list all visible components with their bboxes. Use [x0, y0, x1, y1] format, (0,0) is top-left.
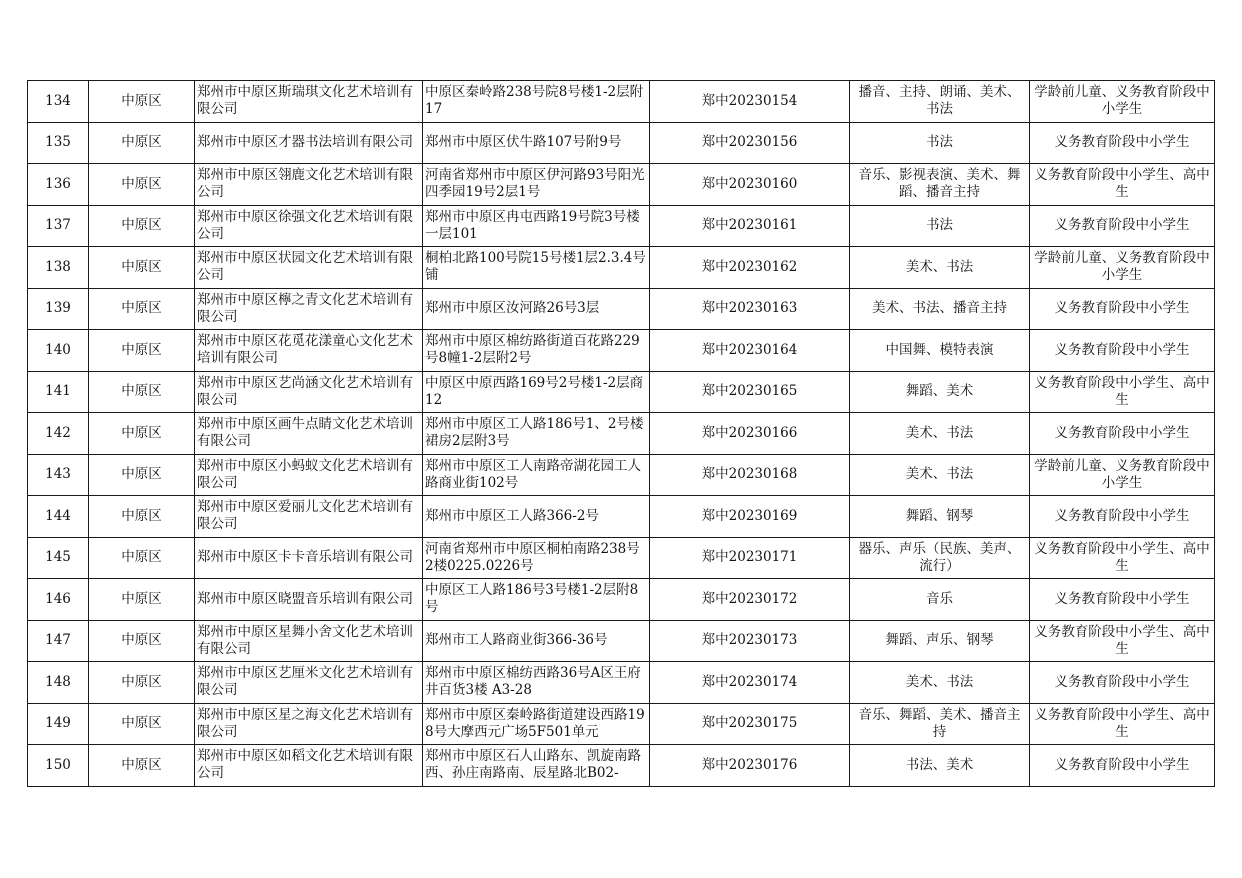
- address-cell: 郑州市中原区工人南路帝湖花园工人路商业街102号: [423, 454, 650, 496]
- subjects-cell: 美术、书法: [850, 247, 1030, 289]
- table-row: [28, 164, 1215, 206]
- serial-number-cell: 147: [28, 620, 89, 662]
- district-cell: 中原区: [89, 371, 195, 413]
- serial-number-cell: 144: [28, 496, 89, 538]
- district-cell: 中原区: [89, 454, 195, 496]
- target-students-cell: 义务教育阶段中小学生: [1030, 662, 1215, 704]
- license-number-cell: 郑中20230174: [650, 662, 850, 704]
- subjects-cell: 美术、书法、播音主持: [850, 288, 1030, 330]
- address-cell: 河南省郑州市中原区伊河路93号阳光四季园19号2层1号: [423, 164, 650, 206]
- license-number-cell: 郑中20230169: [650, 496, 850, 538]
- table-row: [28, 745, 1215, 787]
- serial-number-cell: 139: [28, 288, 89, 330]
- target-students-cell: 义务教育阶段中小学生、高中生: [1030, 371, 1215, 413]
- institution-name-cell: 郑州市中原区星舞小舍文化艺术培训有限公司: [195, 620, 423, 662]
- address-cell: 中原区秦岭路238号院8号楼1-2层附17: [423, 81, 650, 123]
- address-cell: 郑州市中原区汝河路26号3层: [423, 288, 650, 330]
- district-cell: 中原区: [89, 205, 195, 247]
- district-cell: 中原区: [89, 620, 195, 662]
- address-cell: 中原区工人路186号3号楼1-2层附8号: [423, 579, 650, 621]
- subjects-cell: 书法: [850, 205, 1030, 247]
- table-row: [28, 413, 1215, 455]
- institution-name-cell: 郑州市中原区晓盟音乐培训有限公司: [195, 579, 423, 621]
- institution-name-cell: 郑州市中原区画牛点睛文化艺术培训有限公司: [195, 413, 423, 455]
- target-students-cell: 义务教育阶段中小学生: [1030, 330, 1215, 372]
- table-row: [28, 122, 1215, 164]
- subjects-cell: 音乐、影视表演、美术、舞蹈、播音主持: [850, 164, 1030, 206]
- institution-name-cell: 郑州市中原区卡卡音乐培训有限公司: [195, 537, 423, 579]
- subjects-cell: 音乐: [850, 579, 1030, 621]
- institution-name-cell: 郑州市中原区艺厘米文化艺术培训有限公司: [195, 662, 423, 704]
- table-row: [28, 537, 1215, 579]
- subjects-cell: 舞蹈、声乐、钢琴: [850, 620, 1030, 662]
- institution-name-cell: 郑州市中原区翎鹿文化艺术培训有限公司: [195, 164, 423, 206]
- subjects-cell: 书法: [850, 122, 1030, 164]
- institution-name-cell: 郑州市中原区檸之青文化艺术培训有限公司: [195, 288, 423, 330]
- table-row: [28, 247, 1215, 289]
- serial-number-cell: 149: [28, 703, 89, 745]
- target-students-cell: 义务教育阶段中小学生、高中生: [1030, 164, 1215, 206]
- target-students-cell: 义务教育阶段中小学生: [1030, 496, 1215, 538]
- table-row: [28, 662, 1215, 704]
- district-cell: 中原区: [89, 662, 195, 704]
- institution-table: [27, 80, 1215, 787]
- address-cell: 郑州市工人路商业街366-36号: [423, 620, 650, 662]
- serial-number-cell: 135: [28, 122, 89, 164]
- subjects-cell: 美术、书法: [850, 413, 1030, 455]
- target-students-cell: 义务教育阶段中小学生: [1030, 122, 1215, 164]
- address-cell: 郑州市中原区工人路366-2号: [423, 496, 650, 538]
- target-students-cell: 义务教育阶段中小学生: [1030, 205, 1215, 247]
- license-number-cell: 郑中20230166: [650, 413, 850, 455]
- district-cell: 中原区: [89, 81, 195, 123]
- institution-name-cell: 郑州市中原区星之海文化艺术培训有限公司: [195, 703, 423, 745]
- license-number-cell: 郑中20230165: [650, 371, 850, 413]
- table-row: [28, 496, 1215, 538]
- license-number-cell: 郑中20230176: [650, 745, 850, 787]
- serial-number-cell: 140: [28, 330, 89, 372]
- institution-table-page: [27, 80, 1214, 787]
- address-cell: 郑州市中原区伏牛路107号附9号: [423, 122, 650, 164]
- table-body: [28, 81, 1215, 787]
- target-students-cell: 义务教育阶段中小学生、高中生: [1030, 620, 1215, 662]
- license-number-cell: 郑中20230164: [650, 330, 850, 372]
- serial-number-cell: 145: [28, 537, 89, 579]
- serial-number-cell: 141: [28, 371, 89, 413]
- license-number-cell: 郑中20230154: [650, 81, 850, 123]
- serial-number-cell: 146: [28, 579, 89, 621]
- address-cell: 郑州市中原区石人山路东、凯旋南路西、孙庄南路南、辰星路北B02-: [423, 745, 650, 787]
- serial-number-cell: 136: [28, 164, 89, 206]
- license-number-cell: 郑中20230156: [650, 122, 850, 164]
- district-cell: 中原区: [89, 537, 195, 579]
- institution-name-cell: 郑州市中原区小蚂蚁文化艺术培训有限公司: [195, 454, 423, 496]
- target-students-cell: 义务教育阶段中小学生: [1030, 288, 1215, 330]
- serial-number-cell: 138: [28, 247, 89, 289]
- address-cell: 郑州市中原区棉纺西路36号A区王府井百货3楼 A3-28: [423, 662, 650, 704]
- address-cell: 河南省郑州市中原区桐柏南路238号2楼0225.0226号: [423, 537, 650, 579]
- address-cell: 郑州市中原区棉纺路街道百花路229号8幢1-2层附2号: [423, 330, 650, 372]
- serial-number-cell: 143: [28, 454, 89, 496]
- target-students-cell: 学龄前儿童、义务教育阶段中小学生: [1030, 81, 1215, 123]
- district-cell: 中原区: [89, 496, 195, 538]
- serial-number-cell: 150: [28, 745, 89, 787]
- table-row: [28, 703, 1215, 745]
- district-cell: 中原区: [89, 745, 195, 787]
- table-row: [28, 454, 1215, 496]
- license-number-cell: 郑中20230175: [650, 703, 850, 745]
- district-cell: 中原区: [89, 413, 195, 455]
- table-row: [28, 330, 1215, 372]
- license-number-cell: 郑中20230168: [650, 454, 850, 496]
- license-number-cell: 郑中20230160: [650, 164, 850, 206]
- institution-name-cell: 郑州市中原区状园文化艺术培训有限公司: [195, 247, 423, 289]
- subjects-cell: 器乐、声乐（民族、美声、流行）: [850, 537, 1030, 579]
- table-row: [28, 579, 1215, 621]
- institution-name-cell: 郑州市中原区艺尚涵文化艺术培训有限公司: [195, 371, 423, 413]
- serial-number-cell: 142: [28, 413, 89, 455]
- subjects-cell: 播音、主持、朗诵、美术、书法: [850, 81, 1030, 123]
- subjects-cell: 美术、书法: [850, 662, 1030, 704]
- target-students-cell: 义务教育阶段中小学生: [1030, 579, 1215, 621]
- license-number-cell: 郑中20230171: [650, 537, 850, 579]
- target-students-cell: 义务教育阶段中小学生: [1030, 413, 1215, 455]
- subjects-cell: 舞蹈、钢琴: [850, 496, 1030, 538]
- serial-number-cell: 134: [28, 81, 89, 123]
- institution-name-cell: 郑州市中原区斯瑞琪文化艺术培训有限公司: [195, 81, 423, 123]
- license-number-cell: 郑中20230163: [650, 288, 850, 330]
- table-row: [28, 81, 1215, 123]
- institution-name-cell: 郑州市中原区花觅花漾童心文化艺术培训有限公司: [195, 330, 423, 372]
- district-cell: 中原区: [89, 703, 195, 745]
- district-cell: 中原区: [89, 330, 195, 372]
- address-cell: 中原区中原西路169号2号楼1-2层商12: [423, 371, 650, 413]
- license-number-cell: 郑中20230162: [650, 247, 850, 289]
- target-students-cell: 义务教育阶段中小学生、高中生: [1030, 537, 1215, 579]
- district-cell: 中原区: [89, 579, 195, 621]
- institution-name-cell: 郑州市中原区爱丽儿文化艺术培训有限公司: [195, 496, 423, 538]
- subjects-cell: 书法、美术: [850, 745, 1030, 787]
- institution-name-cell: 郑州市中原区才器书法培训有限公司: [195, 122, 423, 164]
- district-cell: 中原区: [89, 122, 195, 164]
- district-cell: 中原区: [89, 288, 195, 330]
- license-number-cell: 郑中20230172: [650, 579, 850, 621]
- target-students-cell: 义务教育阶段中小学生: [1030, 745, 1215, 787]
- table-row: [28, 205, 1215, 247]
- table-row: [28, 288, 1215, 330]
- institution-name-cell: 郑州市中原区徐强文化艺术培训有限公司: [195, 205, 423, 247]
- license-number-cell: 郑中20230161: [650, 205, 850, 247]
- institution-name-cell: 郑州市中原区如稻文化艺术培训有限公司: [195, 745, 423, 787]
- target-students-cell: 学龄前儿童、义务教育阶段中小学生: [1030, 454, 1215, 496]
- address-cell: 郑州市中原区秦岭路街道建设西路198号大摩西元广场5F501单元: [423, 703, 650, 745]
- table-row: [28, 371, 1215, 413]
- serial-number-cell: 148: [28, 662, 89, 704]
- target-students-cell: 学龄前儿童、义务教育阶段中小学生: [1030, 247, 1215, 289]
- subjects-cell: 美术、书法: [850, 454, 1030, 496]
- target-students-cell: 义务教育阶段中小学生、高中生: [1030, 703, 1215, 745]
- address-cell: 郑州市中原区工人路186号1、2号楼裙房2层附3号: [423, 413, 650, 455]
- district-cell: 中原区: [89, 164, 195, 206]
- table-row: [28, 620, 1215, 662]
- serial-number-cell: 137: [28, 205, 89, 247]
- subjects-cell: 音乐、舞蹈、美术、播音主持: [850, 703, 1030, 745]
- subjects-cell: 中国舞、模特表演: [850, 330, 1030, 372]
- district-cell: 中原区: [89, 247, 195, 289]
- subjects-cell: 舞蹈、美术: [850, 371, 1030, 413]
- address-cell: 郑州市中原区冉屯西路19号院3号楼一层101: [423, 205, 650, 247]
- license-number-cell: 郑中20230173: [650, 620, 850, 662]
- address-cell: 桐柏北路100号院15号楼1层2.3.4号铺: [423, 247, 650, 289]
